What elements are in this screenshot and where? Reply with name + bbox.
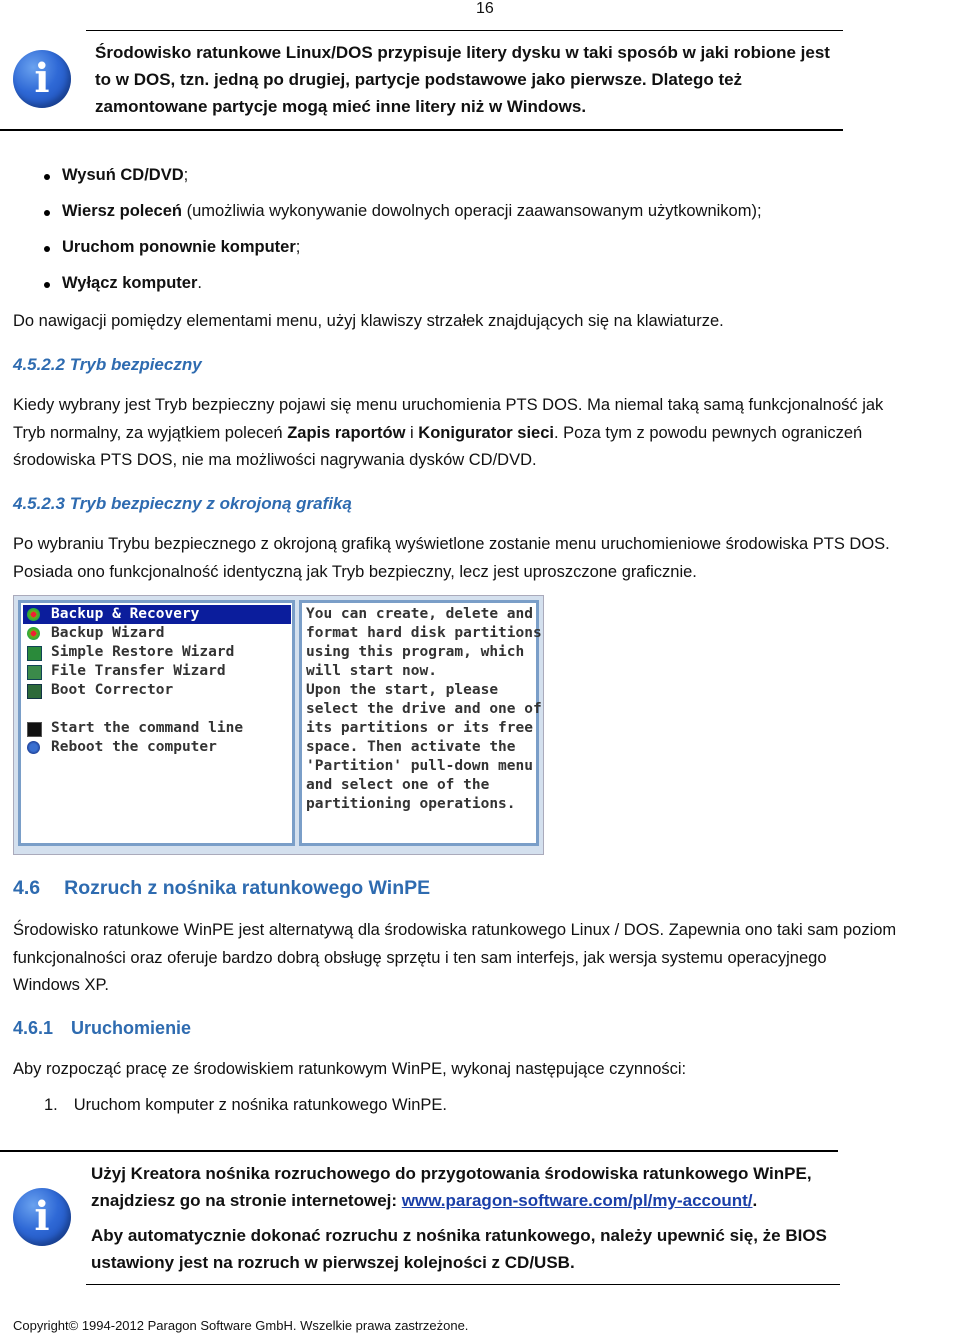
menu-item-backup-recovery[interactable] (23, 605, 291, 624)
text-run: . (752, 1191, 758, 1210)
menu-item-restore-wizard[interactable] (23, 643, 291, 662)
note-line: Środowisko ratunkowe Linux/DOS przypisuje litery dysku w taki sposób w jaki robione jest (95, 43, 830, 62)
reboot-icon (27, 741, 40, 754)
description-line: select the drive and one of (306, 701, 542, 717)
section-body-4522 (13, 392, 958, 475)
menu-item-command-line[interactable] (23, 719, 291, 738)
description-line: format hard disk partitions (306, 625, 542, 641)
info-icon: i (13, 1188, 71, 1246)
paragraph-line: Kiedy wybrany jest Tryb bezpieczny pojawi się menu uruchomienia PTS DOS. Ma niemal taką samą funkcjonalność jak (13, 396, 884, 414)
menu-item-label: Backup Wizard (51, 625, 165, 641)
paragraph-line: Środowisko ratunkowe WinPE jest alternatywą dla środowiska ratunkowego Linux / DOS. Zapewnia ono taki sam poziom (13, 921, 897, 939)
menu-item-backup-wizard[interactable] (23, 624, 291, 643)
note-text (95, 39, 855, 120)
description-line: partitioning operations. (306, 796, 516, 812)
menu-item-boot-corrector[interactable] (23, 681, 291, 700)
section-number: 4.5.2.2 (13, 355, 65, 374)
section-heading-4522 (13, 355, 202, 375)
note-line: to w DOS, tzn. jedną po drugiej, partycje podstawowe jako pierwsze. Dlatego też (95, 70, 743, 89)
step-text: Uruchom komputer z nośnika ratunkowego WinPE. (73, 1096, 448, 1114)
paragraph-line (13, 420, 958, 448)
section-body-4523 (13, 531, 958, 586)
list-item (0, 166, 900, 202)
option-desc: (umożliwia wykonywanie dowolnych operacji zaawansowanym użytkownikom); (181, 202, 762, 220)
options-list (0, 166, 900, 310)
backup-icon (27, 608, 40, 621)
menu-item-label: Reboot the computer (51, 739, 217, 755)
option-term: Wiersz poleceń (62, 202, 182, 220)
list-item (0, 274, 900, 310)
paragraph-line: Windows XP. (13, 976, 109, 994)
transfer-icon (27, 665, 42, 680)
pts-dos-screenshot (13, 595, 544, 855)
paragraph-line: funkcjonalności oraz oferuje bardzo dobrą obsługę sprzętu i ten sam interfejs, jak wersja systemu operacyjnego (13, 948, 827, 967)
paragraph-line: Posiada ono funkcjonalność identyczną jak Tryb bezpieczny, lecz jest uproszczone graficznie. (13, 562, 697, 581)
note-line: zamontowane partycje mogą mieć inne litery niż w Windows. (95, 97, 587, 116)
restore-icon (27, 646, 42, 661)
account-link[interactable]: www.paragon-software.com/pl/my-account/ (401, 1191, 753, 1210)
section-title: Uruchomienie (71, 1018, 192, 1038)
note-line: ustawiony jest na rozruch w pierwszej kolejności z CD/USB. (91, 1253, 575, 1272)
menu-item-label: Boot Corrector (51, 682, 174, 698)
boot-icon (27, 684, 42, 699)
text-run: . Poza tym z powodu pewnych ograniczeń (554, 423, 863, 442)
section-title: Tryb bezpieczny z okrojoną grafiką (69, 494, 352, 513)
page-number: 16 (476, 0, 494, 17)
menu-item-file-transfer[interactable] (23, 662, 291, 681)
section-heading-4523 (13, 494, 352, 514)
section-title: Rozruch z nośnika ratunkowego WinPE (64, 877, 431, 899)
list-item (0, 238, 900, 274)
step-item (44, 1092, 447, 1120)
text-run: i (405, 423, 419, 442)
option-term: Wysuń CD/DVD (62, 166, 184, 184)
paragraph-line: Po wybraniu Trybu bezpiecznego z okrojoną grafiką wyświetlone zostanie menu uruchomieniowe środowiska PTS DOS. (13, 535, 890, 553)
copyright-footer: Copyright© 1994-2012 Paragon Software GmbH. Wszelkie prawa zastrzeżone. (13, 1318, 469, 1333)
note-text (91, 1160, 851, 1276)
description-line: 'Partition' pull-down menu (306, 758, 533, 774)
note-line (91, 1187, 851, 1214)
menu-item-label: Start the command line (51, 720, 244, 736)
section-body-46 (13, 917, 960, 1000)
paragraph-line: środowiska PTS DOS, nie ma możliwości nagrywania dysków CD/DVD. (13, 451, 537, 469)
note-line: Użyj Kreatora nośnika rozruchowego do przygotowania środowiska ratunkowego WinPE, (91, 1164, 812, 1183)
section-title: Tryb bezpieczny (69, 355, 202, 374)
note-bottom-rule (86, 1284, 840, 1285)
text-run: znajdziesz go na stronie internetowej: (91, 1191, 402, 1210)
note-top-rule (86, 30, 843, 31)
option-term: Uruchom ponownie komputer (62, 238, 296, 256)
info-icon: i (13, 50, 71, 108)
description-line: will start now. (306, 663, 437, 679)
option-desc: ; (295, 238, 301, 256)
description-line: its partitions or its free (306, 720, 533, 736)
option-desc: ; (183, 166, 189, 184)
note-top-rule (0, 1150, 838, 1152)
description-line: You can create, delete and (306, 606, 533, 622)
description-line: Upon the start, please (306, 682, 499, 698)
term-network: Konigurator sieci (418, 423, 554, 442)
section-number: 4.6 (13, 877, 41, 899)
description-panel (299, 600, 542, 846)
menu-item-label: Simple Restore Wizard (51, 644, 235, 660)
section-number: 4.5.2.3 (13, 494, 65, 513)
term-reports: Zapis raportów (287, 423, 406, 442)
description-line: space. Then activate the (306, 739, 516, 755)
step-number: 1. (44, 1096, 58, 1114)
menu-item-label: File Transfer Wizard (51, 663, 226, 679)
note-line: Aby automatycznie dokonać rozruchu z nośnika ratunkowego, należy upewnić się, że BIOS (91, 1226, 827, 1245)
menu-item-label: Backup & Recovery (51, 606, 200, 622)
section-number: 4.6.1 (13, 1018, 54, 1038)
section-heading-461 (13, 1018, 191, 1039)
navigation-note: Do nawigacji pomiędzy elementami menu, użyj klawiszy strzałek znajdujących się na klawiaturze. (13, 312, 724, 330)
text-run: Tryb normalny, za wyjątkiem poleceń (13, 423, 288, 442)
list-item (0, 202, 900, 238)
terminal-icon (27, 722, 42, 737)
description-line: using this program, which (306, 644, 525, 660)
section-heading-46 (13, 877, 430, 900)
option-desc: . (197, 274, 202, 292)
option-term: Wyłącz komputer (62, 274, 198, 292)
wizard-icon (27, 627, 40, 640)
description-line: and select one of the (306, 777, 490, 793)
menu-item-reboot[interactable] (23, 738, 291, 757)
note-bottom-rule (0, 129, 843, 131)
boot-menu-panel (18, 600, 295, 846)
section-intro-461: Aby rozpocząć pracę ze środowiskiem ratunkowym WinPE, wykonaj następujące czynności: (13, 1060, 687, 1078)
